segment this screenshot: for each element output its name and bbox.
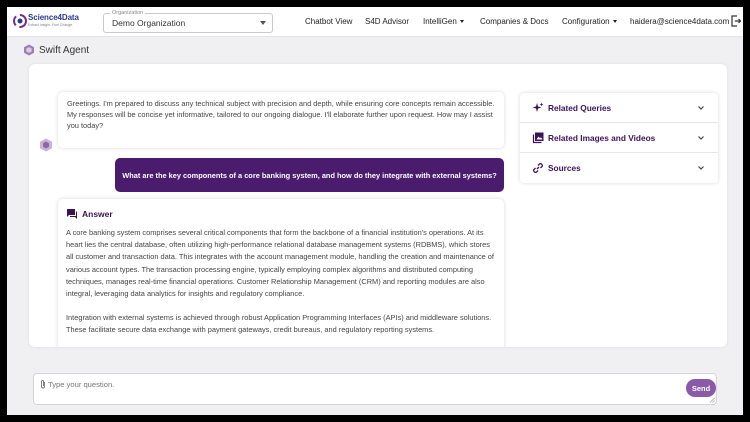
chat-bubble-icon (66, 208, 78, 220)
app-window (7, 7, 743, 415)
organization-value: Demo Organization (112, 18, 186, 28)
question-input[interactable] (48, 377, 648, 391)
related-panel (520, 93, 718, 183)
paperclip-icon[interactable] (39, 379, 47, 389)
answer-body (66, 227, 498, 347)
send-button[interactable]: Send (686, 379, 716, 397)
brand-tagline: Extract Insight. Fuel Change. (28, 23, 74, 27)
user-message-text: What are the key components of a core banking system, and how do they integrate with external systems? (122, 170, 497, 180)
nav-chatbot-view[interactable]: Chatbot View (305, 17, 353, 26)
chevron-down-icon (697, 164, 705, 172)
caret-down-icon (460, 20, 464, 23)
user-message-bubble (115, 158, 504, 192)
chat-scroll-area[interactable] (29, 64, 509, 347)
question-input-box (33, 373, 717, 405)
chevron-down-icon (260, 21, 266, 25)
link-icon (532, 162, 544, 174)
sparkle-icon (532, 102, 544, 114)
resize-handle-icon[interactable] (709, 397, 715, 403)
accordion-related-queries[interactable] (520, 93, 718, 123)
accordion-label: Related Images and Videos (548, 133, 656, 143)
brand-logo-icon (13, 14, 27, 28)
accordion-related-images-videos[interactable] (520, 123, 718, 153)
answer-card (58, 199, 504, 347)
caret-down-icon (613, 20, 617, 23)
nav-configuration[interactable] (562, 17, 617, 26)
organization-select[interactable] (103, 13, 273, 33)
page-title: Swift Agent (39, 45, 90, 56)
nav-intelligen-label: IntelliGen (423, 17, 457, 26)
accordion-label: Sources (548, 163, 581, 173)
swift-agent-hexagon-icon (23, 44, 35, 56)
agent-avatar-icon (39, 138, 53, 152)
top-navbar (7, 7, 743, 37)
answer-title: Answer (82, 209, 113, 219)
logout-icon[interactable] (731, 15, 741, 27)
chat-panel (29, 64, 727, 347)
nav-companies-docs[interactable]: Companies & Docs (480, 17, 549, 26)
accordion-label: Related Queries (548, 103, 612, 113)
chevron-down-icon (697, 104, 705, 112)
organization-label: Organization (112, 10, 144, 16)
chevron-down-icon (697, 134, 705, 142)
brand-logo[interactable] (13, 12, 81, 32)
nav-intelligen[interactable] (423, 17, 464, 26)
user-email[interactable]: haidera@science4data.com (630, 17, 730, 26)
nav-configuration-label: Configuration (562, 17, 610, 26)
accordion-sources[interactable] (520, 153, 718, 183)
answer-paragraph: A core banking system comprises several critical components that form the backbone of a financial institution's operations. At its heart lies the central database, often utilizing high-performance relational database management systems (RDBMS), which stores all customer and transaction data. This integrates with the account management module, handling the creation and maintenance of various account types. The transaction processing engine, typically employing complex algorithms and distributed computing techniques, manages real-time financial operations. Customer Relationship Management (CRM) and reporting modules are also integral, leveraging data analytics for insights and regulatory compliance. (66, 228, 494, 299)
nav-s4d-advisor[interactable]: S4D Advisor (365, 17, 410, 26)
assistant-greeting-text: Greetings. I'm prepared to discuss any technical subject with precision and depth, while ensuring core concepts remain accessible. My responses will be concise yet informative, tailored to our ongoing dialogue. I'll elaborate further upon request. How may I assist you today? (67, 99, 495, 131)
answer-paragraph: Integration with external systems is achieved through robust Application Programming Interfaces (APIs) and middleware solutions. These facilitate secure data exchange with payment gateways, credit bureaus, and regulatory reporting systems. (66, 313, 492, 335)
photo-library-icon (532, 132, 544, 144)
brand-name: Science4Data (28, 13, 79, 22)
assistant-greeting-bubble (58, 92, 504, 148)
